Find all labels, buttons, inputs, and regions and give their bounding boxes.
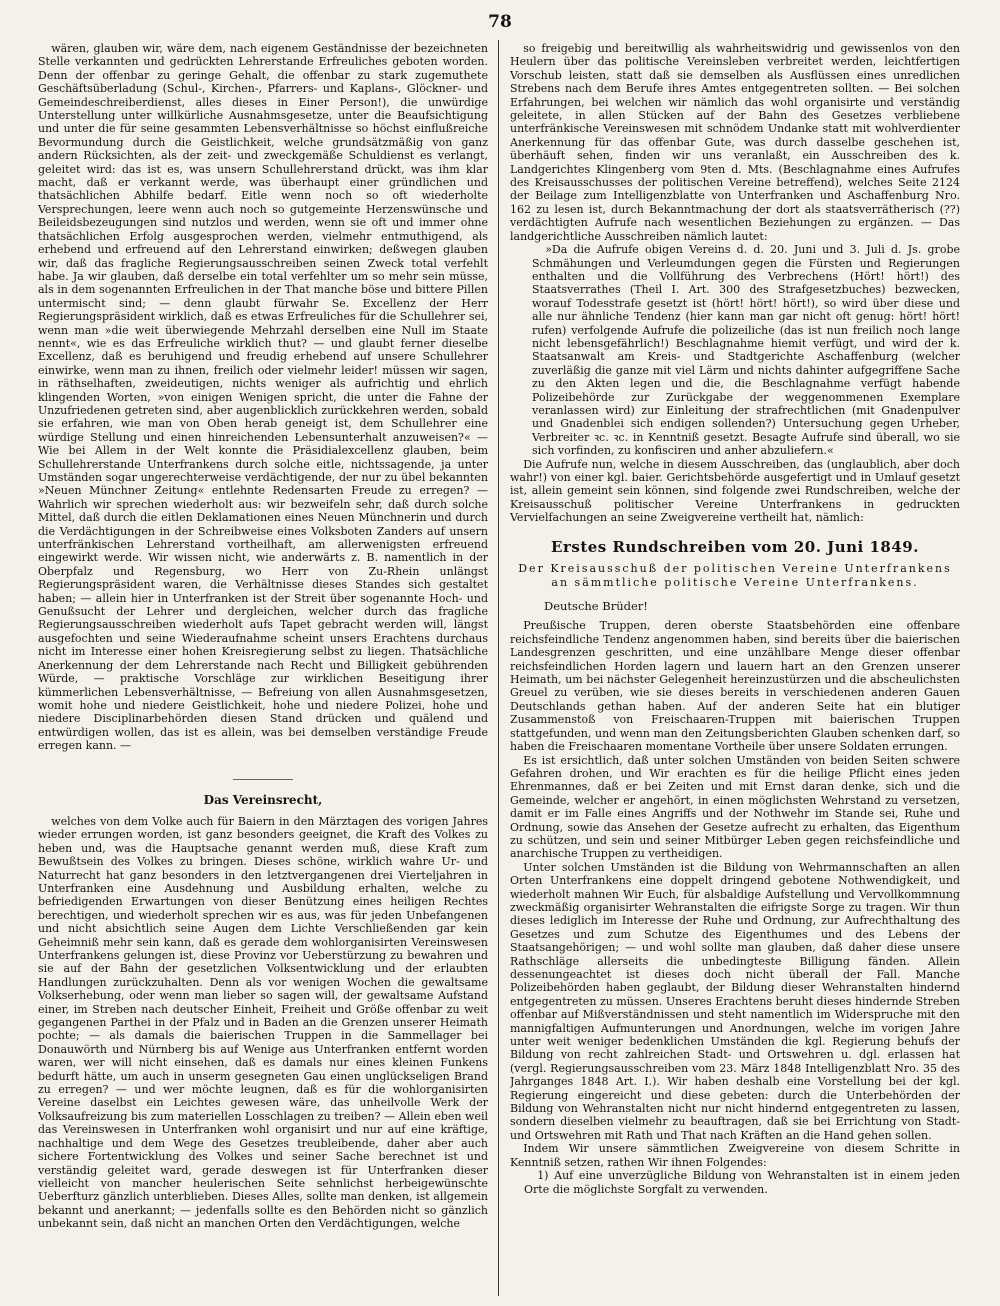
decree-paragraph: Unter solchen Umständen ist die Bildung von Wehrmannschaften an allen Orten Unterfrankens eine doppelt dringend gebotene Nothwendigkeit, und wiederholt mahnen Wir Euch, für alsbaldige Aufstellung und Vervollkommnung zweckmäßig organisirter Wehranstalten die eifrigste Sorge zu tragen. Wir thun dieses lediglich im Interesse der Ruhe und Ordnung, zur Aufrechthaltung des Gesetzes und zum Schutze des Eigenthumes und des Lebens der Staatsangehörigen; — und wohl sollte man glauben, daß daher diese unsere Rathschläge allerseits die unbedingteste Billigung fänden. Allein dessenungeachtet ist dieses doch nicht überall der Fall. Manche Polizeibehörden haben geglaubt, der Bildung dieser Wehranstalten hindernd entgegentreten zu müssen. Unseres Erachtens beruht dieses hindernde Streben offenbar auf Mißverständnissen und steht namentlich im Widerspruche mit den mannigfaltigen Aufmunterungen und Anordnungen, welche im vorigen Jahre unter weit weniger bedenklichen Umständen die kgl. Regierung behufs der Bildung von recht zahlreichen Stadt- und Ortswehren u. dgl. erlassen hat (vergl. Regierungsausschreiben vom 23. März 1848 Intelligenzblatt Nro. 35 des Jahrganges 1848 Art. I.). Wir haben deshalb eine Vorstellung bei der kgl. Regierung eingereicht und diese gebeten: durch die Unterbehörden der Bildung von Wehranstalten nicht nur nicht hindernd entgegentreten zu lassen, sondern dieselben vielmehr zu beauftragen, daß sie bei Errichtung von Stadt- und Ortswehren mit Rath und That nach Kräften an die Hand gehen sollen. — [510, 860, 960, 1142]
decree-subtitle — [510, 562, 960, 590]
column-divider — [498, 40, 499, 1296]
right-paragraph-after-quote: Die Aufrufe nun, welche in diesem Ausschreiben, das (unglaublich, aber doch wahr!) von einer kgl. baier. Gerichtsbehörde ausgefertigt und in Umlauf gesetzt ist, allein gemeint sein können, sind folgende zwei Rundschreiben, welche der Kreisausschuß politischer Vereine Unterfrankens in gedruckten Vervielfachungen an seine Zweigvereine vertheilt hat, nämlich: — [510, 457, 960, 525]
right-paragraph: so freigebig und bereitwillig als wahrheitswidrig und gewissenlos von den Heulern über das politische Vereinsleben verbreitet werden, leichtfertigen Vorschub leisten, statt daß sie demselben als Ausflüssen eines unredlichen Strebens nach dem Berufe ihres Amtes entgegentreten sollten. — Bei solchen Erfahrungen, bei welchen wir nämlich das wohl organisirte und verständig geleitete, in allen Stücken auf der Bahn des Gesetzes verbliebene unterfränkische Vereinswesen mit schnödem Undanke statt mit wohlverdienter Anerkennung für das offenbar Gute, was durch dasselbe geschehen ist, überhäuft sehen, finden wir uns veranlaßt, ein Ausschreiben des k. Landgerichtes Klingenberg vom 9ten d. Mts. (Beschlagnahme eines Aufrufes des Kreisausschusses der politischen Vereine betreffend), welches Seite 2124 der Beilage zum Intelligenzblatte von Unterfranken und Aschaffenburg Nro. 162 zu lesen ist, durch Bekanntmachung der dort als staatsverrätherisch (??) verdächtigten Aufrufe nach wesentlichen Beziehungen zu ergänzen. — Das landgerichtliche Ausschreiben nämlich lautet: — [510, 42, 960, 243]
decree-paragraph: Preußische Truppen, deren oberste Staatsbehörden eine offenbare reichsfeindliche Tendenz angenommen haben, sind bereits über die baierischen Landesgrenzen geschritten, und eine unzählbare Menge dieser offenbar reichsfeindlichen Horden lagern und lauern hart an den Grenzen unserer Heimath, um bei nächster Gelegenheit hereinzustürzen und die abscheulichsten Greuel zu verüben, wie sie dieses bereits in verschiedenen anderen Gauen Deutschlands gethan haben. Auf der anderen Seite hat ein blutiger Zusammenstoß von Freischaaren-Truppen mit baierischen Truppen stattgefunden, und wenn man den Zeitungsberichten Glauben schenken darf, so haben die Freischaaren momentane Vortheile über unsere Soldaten errungen. — [510, 619, 960, 754]
section-paragraph: welches von dem Volke auch für Baiern in den Märztagen des vorigen Jahres wieder errungen worden, ist ganz besonders geeignet, die Kraft des Volkes zu heben und, was die Hauptsache genannt werden muß, diese Kraft zum Bewußtsein des Volkes zu bringen. Dieses schöne, wirklich wahre Ur- und Naturrecht hat ganz besonders in den letztvergangenen drei Vierteljahren in Unterfranken eine Ausdehnung und Ausbildung erhalten, welche zu befriedigenden Erwartungen von dieser Benützung eines heiligen Rechtes berechtigen, und wiederholt sprechen wir es aus, was für jeden Unbefangenen und nicht absichtlich seine Augen dem Lichte Verschließenden gar kein Geheimniß mehr sein kann, daß es gerade dem wohlorganisirten Vereinswesen Unterfrankens gelungen ist, diese Provinz vor Ueberstürzung zu bewahren und sie auf der Bahn der gesetzlichen Volksentwicklung und der erlaubten Handlungen zurückzuhalten. Denn als vor wenigen Wochen die gewaltsame Volkserhebung, oder wenn man lieber so sagen will, der gewaltsame Aufstand einer, im Streben nach deutscher Einheit, Freiheit und Größe offenbar zu weit gegangenen Parthei in der Pfalz und in Baden an die Grenzen unserer Heimath pochte; — als damals die baierischen Truppen in die Sammellager bei Donauwörth und Nürnberg bis auf Wenige aus Unterfranken entfernt worden waren, wer will nicht einsehen, daß es damals nur eines kleinen Funkens bedurft hätte, um auch in unserm gesegneten Gau einen unglückseligen Brand zu erregen? — und wer möchte leugnen, daß es für die wohlorganisirten Vereine daselbst ein Leichtes gewesen wäre, das unheilvolle Werk der Volksaufreizung bis zum materiellen Losschlagen zu treiben? — Allein eben weil das Vereinswesen in Unterfranken wohl organisirt und nur auf eine kräftige, nachhaltige und dem Wege des Gesetzes treubleibende, daher aber auch sichere Fortentwicklung des Volkes und seiner Sache berechnet ist und verständig geleitet ward, gerade deswegen ist für Unterfranken dieser vielleicht von mancher heulerischen Seite sehnlichst herbeigewünschte Ueberfturz gänzlich unterblieben. Dieses Alles, sollte man denken, ist allgemein bekannt und anerkannt; — jedenfalls sollte es den Behörden nicht so gänzlich unbekannt sein, daß nicht an manchen Orten den Verdächtigungen, welche — [38, 814, 488, 1231]
page-number: 78 — [488, 12, 512, 32]
decree-subtitle-line-1: Der Kreisausschuß der politischen Vereine Unterfrankens — [518, 562, 952, 576]
decree-paragraph: Indem Wir unsere sämmtlichen Zweigvereine von diesem Schritte in Kenntniß setzen, rathen Wir ihnen Folgendes: — [510, 1142, 960, 1169]
list-item: 1) Auf eine unverzügliche Bildung von Wehranstalten ist in einem jeden Orte die möglichste Sorgfalt zu verwenden. — [524, 1169, 960, 1196]
left-column — [38, 42, 488, 1292]
decree-title: Erstes Rundschreiben vom 20. Juni 1849. — [551, 537, 919, 556]
section-heading: Das Vereinsrecht, — [203, 792, 323, 807]
left-paragraph: wären, glauben wir, wäre dem, nach eigenem Geständnisse der bezeichneten Stelle verkannten und gedrückten Lehrerstande Erfreuliches geboten worden. Denn der offenbar zu geringe Gehalt, die offenbar zu stark zugemuthete Geschäftsüberladung (Schul-, Kirchen-, Pfarrers- und Kaplans-, Glöckner- und Gemeindeschreiberdienst, alles dieses in Einer Person!), die unwürdige Unterstellung unter willkürliche Ausnahmsgesetze, unter die Beaufsichtigung und unter die für seine gesammten Lebensverhältnisse so höchst einflußreiche Bevormundung durch die Geistlichkeit, welche grundsätzmäßig von ganz andern Rücksichten, als der zeit- und zweckgemäße Schuldienst es verlangt, geleitet wird: das ist es, was unsern Schullehrerstand drückt, was ihm klar macht, daß er verkannt werde, was überhaupt einer gründlichen und thatsächlichen Abhilfe bedarf. Eitle wenn noch so oft wiederholte Versprechungen, leere wenn auch noch so gutgemeinte Herzenswünsche und Beileidsbezeugungen sind nutzlos und werden, wenn sie oft und immer ohne thatsächlichen Erfolg ausgesprochen werden, vielmehr entmuthigend, als erhebend und erfreuend auf den Lehrerstand einwirken; deßwegen glauben wir, daß das fragliche Regierungsausschreiben seinen Zweck total verfehlt habe. Ja wir glauben, daß derselbe ein total verfehlter um so mehr sein müsse, als in dem sogenannten Erfreulichen in der That manche böse und bittere Pillen untermischt sind; — denn glaubt fürwahr Se. Excellenz der Herr Regierungspräsident wirklich, daß es etwas Erfreuliches für die Schullehrer sei, wenn man »die weit überwiegende Mehrzahl derselben eine Null im Staate nennt«, wie es das Erfreuliche wirklich thut? — und glaubt ferner dieselbe Excellenz, daß es beruhigend und freudig erhebend auf unsere Schullehrer einwirke, wenn man zu ihnen, freilich oder vielmehr leider! müssen wir sagen, in räthselhaften, zweideutigen, nichts weniger als aufrichtig und ehrlich klingenden Worten, »von einigen Wenigen spricht, die unter die Fahne der Unzufriedenen getreten sind, aber augenblicklich zurückkehren werden, sobald sie erfahren, wie man von Oben herab geneigt ist, dem Schullehrer eine würdige Stellung und einen hinreichenden Lebensunterhalt anzuweisen?« — Wie bei Allem in der Welt konnte die Präsidialexcellenz glauben, beim Schullehrerstande Unterfrankens durch solche eitle, nichtssagende, ja unter Umständen sogar ungerechterweise verdächtigende, der nur zu übel bekannten »Neuen Münchner Zeitung« entlehnte Redensarten Freude zu erregen? — Wahrlich wir sprechen wiederholt aus: wir bezweifeln sehr, daß durch solche Mittel, daß durch die eitlen Deklamationen eines Neuen Münchnerin und durch die Verdächtigungen in der Schreibweise eines Volksboten Zanders auf unsern unterfränkischen Lehrerstand vortheilhaft, am allerwenigsten erfreuend eingewirkt werde. Wir wissen nicht, wie anderwärts z. B. namentlich in der Oberpfalz und Regensburg, wo Herr von Zu-Rhein unlängst Regierungspräsident waren, die Verhältnisse dieses Standes sich gestaltet haben; — allein hier in Unterfranken ist der Streit über sogenannte Hoch- und Genußsucht der Lehrer und dergleichen, welcher durch das fragliche Regierungsausschreiben wiederholt aufs Tapet gebracht werden will, längst ausgefochten und seine Wiederaufnahme scheint unsers Erachtens durchaus nicht im Interesse einer hohen Kreisregierung selbst zu liegen. Thatsächliche Anerkennung der dem Lehrerstande nach Recht und Billigkeit gebührenden Würde, — praktische Vorschläge zur wirklichen Beseitigung ihrer kümmerlichen Lebensverhältnisse, — Befreiung von allen Ausnahmsgesetzen, womit hohe und niedere Geistlichkeit, hohe und niedere Polizei, hohe und niedere Disciplinarbehörden diesen Stand drücken und quälend und entwürdigen wollen, das ist es allein, was bei demselben verständige Freude erregen kann. — — [38, 42, 488, 753]
quoted-decree: »Da die Aufrufe obigen Vereins d. d. 20. Juni und 3. Juli d. Js. grobe Schmähungen und Verleumdungen gegen die Fürsten und Regierungen enthalten und die Vollführung des Verbrechens (Hört! hört!) des Staatsverrathes (Theil I. Art. 300 des Strafgesetzbuches) bezwecken, worauf Todesstrafe gesetzt ist (hört! hört! hört!), so wird über diese und alle nur ähnliche Tendenz (hier kann man gar nicht oft genug: hört! hört! rufen) verfolgende Aufrufe die polizeiliche (das ist nun freilich noch lange nicht lebensgefährlich!) Beschlagnahme hiemit verfügt, und wird der k. Staatsanwalt am Kreis- und Stadtgerichte Aschaffenburg (welcher zuverläßig die ganze mit viel Lärm und nichts dahinter aufgegriffene Sache zu den Akten legen und die, die Beschlagnahme verfügt habende Polizeibehörde zur Zurückgabe der weggenommenen Exemplare veranlassen wird) zur Einleitung der strafrechtlichen (mit Gnadenpulver und Gnadenblei sich endigen sollenden?) Untersuchung gegen Urheber, Verbreiter ꝛc. ꝛc. in Kenntniß gesetzt. Besagte Aufrufe sind überall, wo sie sich vorfinden, zu konfisciren und anher abzuliefern.« — [532, 243, 960, 458]
decree-paragraph: Es ist ersichtlich, daß unter solchen Umständen von beiden Seiten schwere Gefahren drohen, und Wir erachten es für die heilige Pflicht eines jeden Ehrenmannes, daß er bei Zeiten und mit Ernst daran denke, sich und die Gemeinde, welcher er angehört, in einen möglichsten Wehrstand zu versetzen, damit er im Falle eines Angriffs und der Nothwehr im Stande sei, Ruhe und Ordnung, sowie das Ansehen der Gesetze aufrecht zu erhalten, das Eigenthum zu schützen, und sein und seiner Mitbürger Leben gegen reichsfeindliche und anarchische Truppen zu vertheidigen. — [510, 753, 960, 861]
decree-subtitle-line-2: an sämmtliche politische Vereine Unterfrankens. — [551, 576, 919, 590]
section-separator — [233, 779, 293, 780]
right-column — [510, 42, 960, 1292]
greeting: Deutsche Brüder! — [544, 599, 648, 614]
